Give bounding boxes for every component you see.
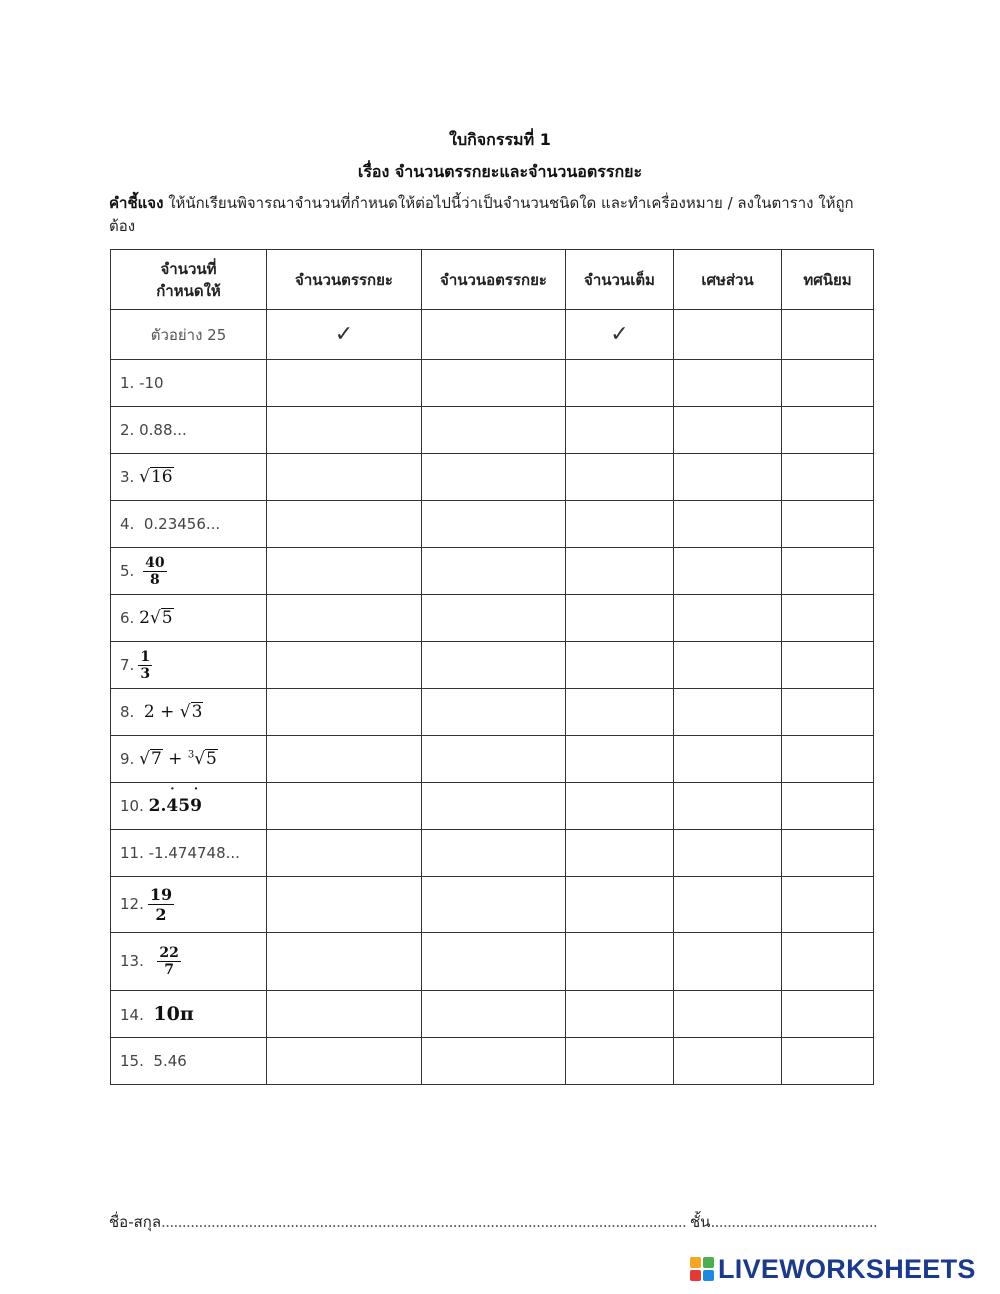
item-number: 13.	[120, 952, 144, 970]
item-14	[111, 991, 267, 1038]
radicand: 3	[191, 702, 203, 722]
item-value: 2√5	[139, 608, 173, 628]
table-row	[111, 877, 874, 933]
answer-cell-fraction[interactable]	[674, 783, 782, 830]
answer-cell-integer[interactable]	[566, 642, 674, 689]
answer-cell-integer[interactable]	[566, 407, 674, 454]
answer-cell-irrational[interactable]	[422, 1038, 566, 1085]
logo-text: LIVEWORKSHEETS	[718, 1253, 976, 1284]
answer-cell-integer[interactable]	[566, 783, 674, 830]
expression: 2 + √	[143, 702, 191, 722]
answer-cell-fraction[interactable]	[674, 454, 782, 501]
example-label: ตัวอย่าง 25	[111, 310, 267, 360]
answer-cell-decimal[interactable]	[782, 642, 874, 689]
item-number: 3.	[120, 468, 135, 486]
item-number: 10.	[120, 797, 144, 815]
example-row	[111, 310, 874, 360]
answer-cell-irrational[interactable]	[422, 360, 566, 407]
item-number: 2.	[120, 421, 135, 439]
answer-cell-rational[interactable]	[267, 407, 422, 454]
item-number: 7.	[120, 655, 135, 674]
item-number: 1.	[120, 374, 135, 392]
item-number: 15.	[120, 1052, 144, 1070]
item-10	[111, 783, 267, 830]
answer-cell-integer[interactable]	[566, 877, 674, 933]
answer-cell-decimal[interactable]	[782, 548, 874, 595]
example-check-rational: ✓	[267, 310, 422, 360]
worksheet-title: ใบกิจกรรมที่ 1	[449, 130, 551, 149]
item-value: -10	[139, 374, 164, 392]
table-row	[111, 501, 874, 548]
answer-cell-rational[interactable]	[267, 933, 422, 991]
answer-cell-decimal[interactable]	[782, 783, 874, 830]
item-9	[111, 736, 267, 783]
answer-cell-decimal[interactable]	[782, 689, 874, 736]
item-1	[111, 360, 267, 407]
example-cell-fraction	[674, 310, 782, 360]
fraction	[143, 555, 166, 588]
answer-cell-rational[interactable]	[267, 991, 422, 1038]
radicand: 16	[150, 467, 173, 487]
answer-cell-integer[interactable]	[566, 595, 674, 642]
answer-cell-fraction[interactable]	[674, 548, 782, 595]
class-field[interactable]: ........................................	[710, 1213, 878, 1231]
classification-table	[110, 249, 874, 1085]
example-cell-decimal	[782, 310, 874, 360]
header-decimal: ทศนิยม	[782, 250, 874, 310]
logo-squares-icon	[690, 1257, 714, 1281]
answer-cell-fraction[interactable]	[674, 736, 782, 783]
table-row	[111, 783, 874, 830]
answer-cell-rational[interactable]	[267, 360, 422, 407]
answer-cell-integer[interactable]	[566, 991, 674, 1038]
radicand: 5	[206, 749, 217, 769]
answer-cell-integer[interactable]	[566, 933, 674, 991]
item-number: 6.	[120, 609, 135, 627]
numerator: 22	[159, 945, 179, 961]
fraction	[157, 945, 180, 978]
item-number: 14.	[120, 1006, 144, 1024]
table-row	[111, 1038, 874, 1085]
item-15	[111, 1038, 267, 1085]
answer-cell-decimal[interactable]	[782, 991, 874, 1038]
item-11	[111, 830, 267, 877]
header-irrational: จำนวนอตรรกยะ	[422, 250, 566, 310]
table-row	[111, 933, 874, 991]
answer-cell-irrational[interactable]	[422, 736, 566, 783]
item-13	[111, 933, 267, 991]
item-3	[111, 454, 267, 501]
item-value	[144, 702, 204, 722]
class-label: ชั้น	[690, 1213, 711, 1231]
header-rational: จำนวนตรรกยะ	[267, 250, 422, 310]
answer-cell-decimal[interactable]	[782, 407, 874, 454]
table-row	[111, 689, 874, 736]
answer-cell-integer[interactable]	[566, 548, 674, 595]
item-number: 5.	[120, 561, 135, 580]
header-integer: จำนวนเต็ม	[566, 250, 674, 310]
answer-cell-integer[interactable]	[566, 454, 674, 501]
answer-cell-rational[interactable]	[267, 642, 422, 689]
item-2	[111, 407, 267, 454]
item-7	[111, 642, 267, 689]
answer-cell-rational[interactable]	[267, 454, 422, 501]
table-row	[111, 830, 874, 877]
answer-cell-fraction[interactable]	[674, 933, 782, 991]
answer-cell-rational[interactable]	[267, 783, 422, 830]
item-value	[149, 796, 202, 816]
table-row	[111, 595, 874, 642]
answer-cell-decimal[interactable]	[782, 360, 874, 407]
answer-cell-rational[interactable]	[267, 595, 422, 642]
item-value: √16	[139, 467, 173, 487]
liveworksheets-logo	[690, 1254, 976, 1284]
denominator: 2	[155, 905, 167, 924]
item-value: -1.474748...	[148, 844, 240, 862]
numerator: 40	[145, 554, 165, 571]
answer-cell-irrational[interactable]	[422, 548, 566, 595]
answer-cell-rational[interactable]	[267, 501, 422, 548]
item-value: 5.46	[153, 1052, 187, 1070]
item-number: 11.	[120, 844, 144, 862]
name-field[interactable]: ..............................................................................................................................	[161, 1213, 687, 1231]
answer-cell-fraction[interactable]	[674, 595, 782, 642]
answer-cell-rational[interactable]	[267, 548, 422, 595]
answer-cell-integer[interactable]	[566, 689, 674, 736]
table-row	[111, 360, 874, 407]
answer-cell-irrational[interactable]	[422, 877, 566, 933]
table-row	[111, 736, 874, 783]
answer-cell-irrational[interactable]	[422, 595, 566, 642]
answer-cell-decimal[interactable]	[782, 454, 874, 501]
table-row	[111, 548, 874, 595]
item-number: 8.	[120, 703, 135, 721]
item-value: 0.23456...	[143, 515, 221, 533]
answer-cell-decimal[interactable]	[782, 933, 874, 991]
repeating-digit: 9 ˙	[190, 796, 202, 816]
answer-cell-irrational[interactable]	[422, 933, 566, 991]
answer-cell-decimal[interactable]	[782, 736, 874, 783]
answer-cell-rational[interactable]	[267, 830, 422, 877]
instruction	[109, 192, 879, 238]
fraction	[148, 885, 174, 924]
item-5	[111, 548, 267, 595]
answer-cell-decimal[interactable]	[782, 1038, 874, 1085]
header-given-number: จำนวนที่ กำหนดให้	[111, 250, 267, 310]
instruction-text: ให้นักเรียนพิจารณาจำนวนที่กำหนดให้ต่อไปนี้ว่าเป็นจำนวนชนิดใด และทำเครื่องหมาย / ลงในตาราง ให้ถูกต้อง	[109, 194, 854, 235]
repeating-digit: 4 ˙	[166, 796, 178, 816]
coefficient: 2	[139, 608, 150, 628]
answer-cell-fraction[interactable]	[674, 991, 782, 1038]
table-row	[111, 454, 874, 501]
answer-cell-decimal[interactable]	[782, 830, 874, 877]
answer-cell-integer[interactable]	[566, 736, 674, 783]
radicand: 5	[161, 608, 173, 628]
item-12	[111, 877, 267, 933]
radicand: 7	[150, 749, 162, 769]
digit: 5	[178, 796, 191, 816]
header-row	[111, 250, 874, 310]
answer-cell-fraction[interactable]	[674, 830, 782, 877]
integer-part: 2.	[148, 796, 167, 816]
answer-cell-irrational[interactable]	[422, 991, 566, 1038]
answer-cell-rational[interactable]	[267, 1038, 422, 1085]
item-value: 0.88...	[139, 421, 187, 439]
item-number: 12.	[120, 895, 144, 913]
answer-cell-irrational[interactable]	[422, 783, 566, 830]
denominator: 7	[164, 962, 175, 978]
item-number: 9.	[120, 750, 135, 768]
answer-cell-irrational[interactable]	[422, 454, 566, 501]
answer-cell-fraction[interactable]	[674, 642, 782, 689]
example-check-integer: ✓	[566, 310, 674, 360]
table-row	[111, 407, 874, 454]
numerator: 19	[149, 885, 173, 904]
answer-cell-integer[interactable]	[566, 830, 674, 877]
name-line	[109, 1210, 686, 1234]
fraction	[138, 649, 152, 682]
table-row	[111, 642, 874, 689]
item-6	[111, 595, 267, 642]
answer-cell-decimal[interactable]	[782, 501, 874, 548]
item-value: √7 + $^3$√5	[139, 749, 217, 769]
example-cell-irrational	[422, 310, 566, 360]
answer-cell-irrational[interactable]	[422, 501, 566, 548]
answer-cell-rational[interactable]	[267, 736, 422, 783]
answer-cell-fraction[interactable]	[674, 689, 782, 736]
numerator: 1	[140, 648, 151, 665]
denominator: 8	[149, 571, 160, 588]
answer-cell-fraction[interactable]	[674, 501, 782, 548]
answer-cell-decimal[interactable]	[782, 595, 874, 642]
answer-cell-fraction[interactable]	[674, 1038, 782, 1085]
answer-cell-decimal[interactable]	[782, 877, 874, 933]
item-4	[111, 501, 267, 548]
answer-cell-rational[interactable]	[267, 689, 422, 736]
answer-cell-rational[interactable]	[267, 877, 422, 933]
name-label: ชื่อ-สกุล	[109, 1213, 162, 1231]
answer-cell-irrational[interactable]	[422, 830, 566, 877]
answer-cell-integer[interactable]	[566, 501, 674, 548]
table-row	[111, 991, 874, 1038]
answer-cell-fraction[interactable]	[674, 360, 782, 407]
answer-cell-integer[interactable]	[566, 1038, 674, 1085]
answer-cell-integer[interactable]	[566, 360, 674, 407]
answer-cell-fraction[interactable]	[674, 407, 782, 454]
header-fraction: เศษส่วน	[674, 250, 782, 310]
class-line	[690, 1210, 877, 1234]
answer-cell-irrational[interactable]	[422, 689, 566, 736]
denominator: 3	[140, 665, 151, 682]
instruction-label: คำชี้แจง	[109, 194, 164, 212]
item-value: 10π	[153, 1003, 194, 1025]
answer-cell-irrational[interactable]	[422, 407, 566, 454]
answer-cell-fraction[interactable]	[674, 877, 782, 933]
item-8	[111, 689, 267, 736]
item-number: 4.	[120, 515, 135, 533]
answer-cell-irrational[interactable]	[422, 642, 566, 689]
worksheet-subtitle: เรื่อง จำนวนตรรกยะและจำนวนอตรรกยะ	[357, 162, 643, 181]
